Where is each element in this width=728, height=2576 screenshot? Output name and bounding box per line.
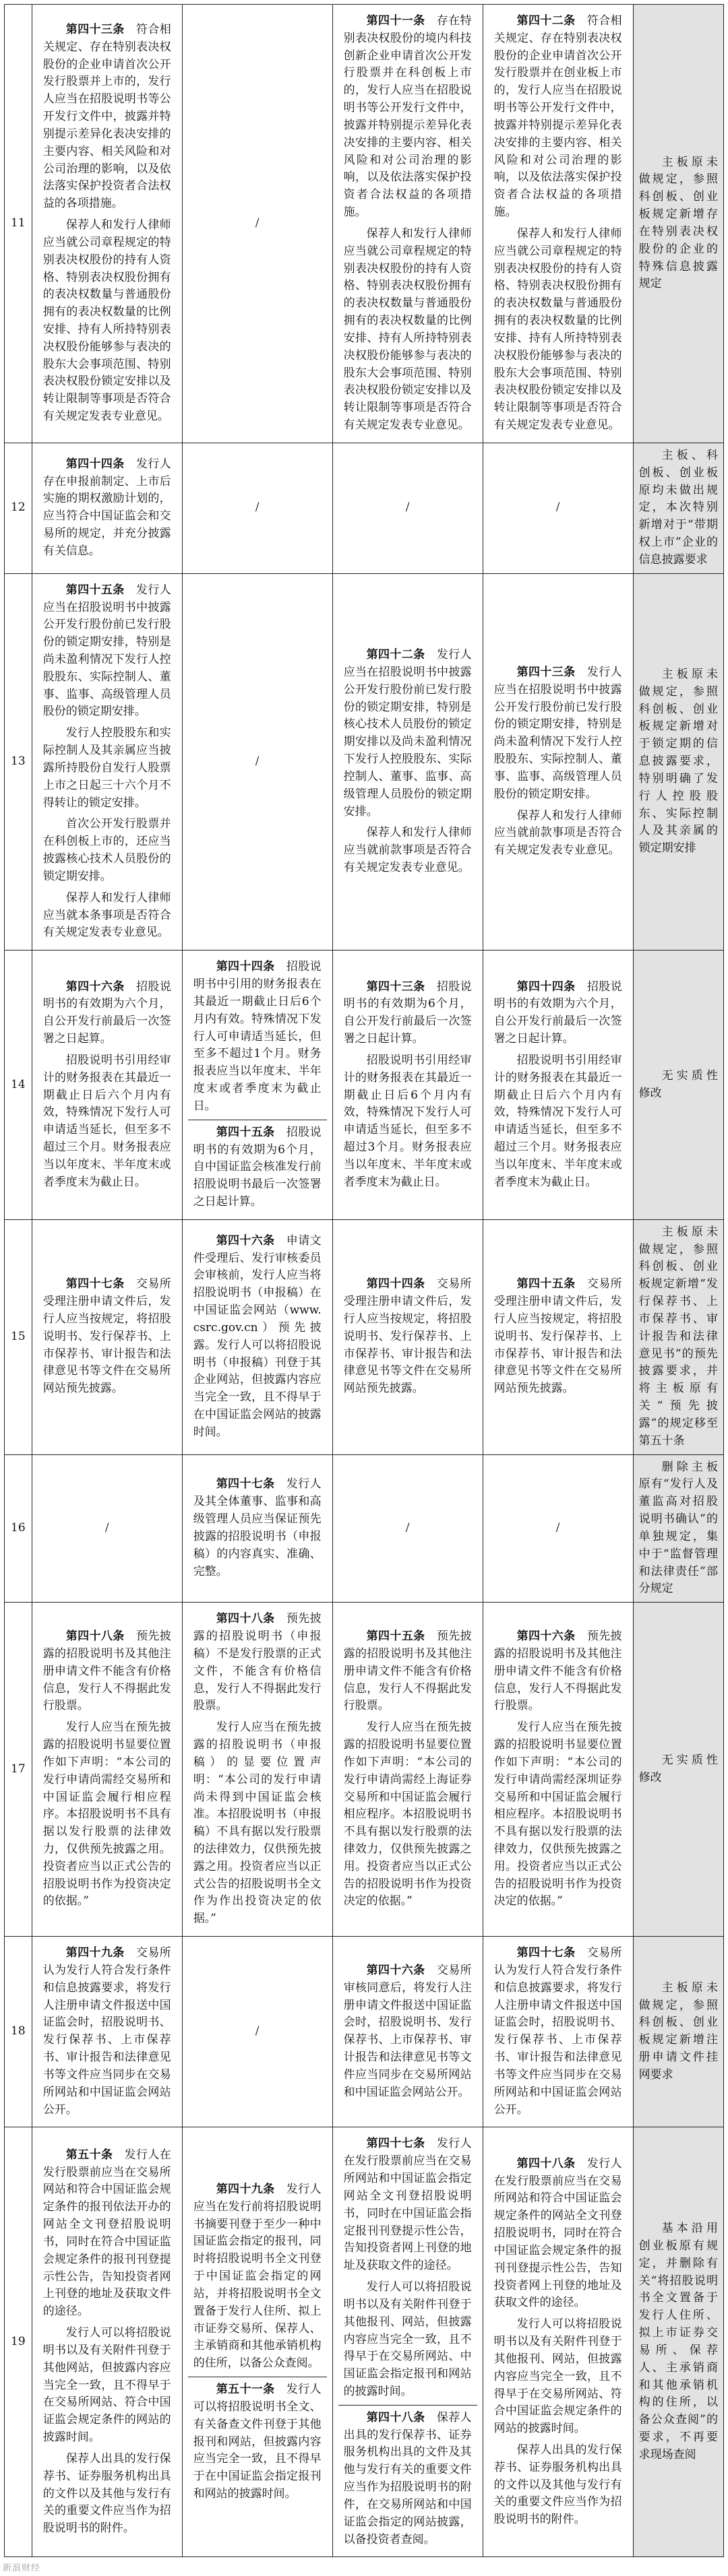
- revision-note: [633, 573, 723, 951]
- article-paragraph: 发行人可以将招股说明书以及有关附件刊登于其他网站，但披露内容应当完全一致，且不得早于在交易所网站、符合中国证监会规定条件的网站的披露时间。: [42, 2326, 171, 2445]
- col-old-main-board-cell: [182, 1603, 332, 1937]
- article-heading: 第四十七条: [65, 1277, 125, 1291]
- article-heading: 第四十九条: [65, 1946, 125, 1960]
- article-block: [338, 975, 477, 1196]
- table-row: [5, 443, 724, 573]
- row-number: 19: [5, 2127, 32, 2557]
- article-block: [489, 660, 628, 864]
- revision-note: [633, 5, 723, 443]
- article-heading: 第四十二条: [516, 14, 576, 28]
- article-block: [338, 2405, 477, 2553]
- article-block: [489, 9, 628, 439]
- col-star-market-empty-cell: /: [332, 1454, 483, 1603]
- table-row: [5, 1219, 724, 1454]
- comparison-table: [4, 4, 724, 2557]
- article-paragraph: 第四十六条 招股说明书的有效期为六个月，自公开发行前最后一次签署之日起算。: [42, 979, 171, 1046]
- article-heading: 第五十条: [65, 2148, 113, 2162]
- col-new-main-board-cell: [32, 2127, 182, 2557]
- row-number: 16: [5, 1454, 32, 1603]
- article-block: [38, 1624, 177, 1914]
- article-paragraph: 发行人控股股东和实际控制人及其亲属应当披露所持股份自发行人股票上市之日起三十六个月不得转让的锁定安排。: [42, 726, 171, 810]
- article-block: [338, 2131, 477, 2404]
- article-paragraph: 第四十八条 预先披露的招股说明书及其他注册申请文件不能含有价格信息，发行人不得据此发行股票。: [42, 1630, 171, 1713]
- col-old-main-board-cell: [182, 2127, 332, 2557]
- article-paragraph: 首次公开发行股票并在科创板上市的，还应当披露核心技术人员股份的锁定期安排。: [42, 817, 171, 883]
- article-paragraph: 发行人可以将招股说明书以及有关附件刊登于其他报刊、网站，但披露内容应当完全一致，且不得早于在交易所网站、符合中国证监会规定条件的网站的披露时间。: [493, 2317, 622, 2436]
- article-paragraph: 第四十七条 发行人及其全体董事、监事和高级管理人员应当保证预先披露的招股说明书（申报稿）的内容真实、准确、完整。: [193, 1477, 322, 1578]
- table-row: [5, 2127, 724, 2557]
- article-paragraph: 第四十七条 发行人在发行股票前应当在交易所网站和中国证监会指定网站全文刊登招股说明书，同时在中国证监会指定报刊刊登提示性公告，告知投资者网上刊登的地址及获取文件的途径。: [343, 2137, 472, 2273]
- article-paragraph: 发行人应当在预先披露的招股说明书（申报稿）的显要位置声明：“本公司的发行申请尚未得到中国证监会核准。本招股说明书（申报稿）不具有据以发行股票的法律效力，仅供预先披露之用。投资者应当以正式公告的招股说明书全文作为作出投资决定的依据。”: [193, 1720, 322, 1926]
- article-paragraph: 保荐人和发行人律师应当就前款事项是否符合有关规定发表专业意见。: [343, 826, 472, 874]
- article-block: [38, 1941, 177, 2123]
- col-star-market-cell: [332, 1219, 483, 1454]
- article-paragraph: 保荐人和发行人律师应当就本条事项是否符合有关规定发表专业意见。: [42, 891, 171, 940]
- article-heading: 第四十六条: [216, 1233, 275, 1248]
- revision-note: [633, 1219, 723, 1454]
- article-block: [489, 1272, 628, 1402]
- article-paragraph: 第四十三条 发行人应当在招股说明书中披露公开发行股份前已发行股份的锁定期安排，特别是尚未盈利情况下发行人控股股东、实际控制人、董事、监事、高级管理人员股份的锁定期安排。: [493, 665, 622, 801]
- revision-note: [633, 1937, 723, 2127]
- article-block: [38, 578, 177, 946]
- article-block: [38, 1272, 177, 1402]
- article-paragraph: 第四十六条 预先披露的招股说明书及其他注册申请文件不能含有价格信息，发行人不得据此发行股票。: [493, 1630, 622, 1713]
- revision-note-text: 主板、科创板、创业板原均未做出规定，本次特别新增对于“带期权上市”企业的信息披露要求: [638, 448, 718, 567]
- article-paragraph: 第五十一条 发行人可以将招股说明书全文、有关备查文件刊登于其他报刊和网站，但披露内容应当完全一致，且不得早于在中国证监会指定报刊和网站的披露时间。: [193, 2383, 322, 2501]
- col-old-main-board-empty-cell: /: [182, 573, 332, 951]
- revision-note: [633, 443, 723, 573]
- article-block: [188, 1229, 327, 1446]
- col-chinext-cell: [483, 1937, 633, 2127]
- article-paragraph: 第四十八条 保荐人出具的发行保荐书、证券服务机构出具的文件及其他与发行有关的重要文件应当作为招股说明书的附件，在交易所网站和中国证监会指定的网站披露，以备投资者查阅。: [343, 2410, 472, 2546]
- revision-note-text: 基本沿用创业板原有规定，并删除有关“将招股说明书全文置备于发行人住所、拟上市证券交易所、保荐人、主承销商和其他承销机构的住所，以备公众查阅”的要求，不再要求现场查阅: [638, 2222, 718, 2461]
- col-star-market-empty-cell: /: [332, 443, 483, 573]
- col-new-main-board-empty-cell: /: [32, 1454, 182, 1603]
- col-chinext-empty-cell: /: [483, 443, 633, 573]
- table-row: [5, 1454, 724, 1603]
- article-paragraph: 招股说明书引用经审计的财务报表在其最近一期截止日后六个月内有效，特殊情况下发行人可申请适当延长，但至多不超过三个月。财务报表应当以年度末、半年度末或者季度末为截止日。: [42, 1053, 171, 1189]
- col-new-main-board-cell: [32, 1937, 182, 2127]
- col-new-main-board-cell: [32, 5, 182, 443]
- article-paragraph: 第四十七条 交易所受理注册申请文件后，发行人应当按规定，将招股说明书、发行保荐书、上市保荐书、审计报告和法律意见书等文件在交易所网站预先披露。: [42, 1277, 171, 1396]
- article-paragraph: 发行人可以将招股说明书以及有关附件刊登于其他报刊、网站，但披露内容应当完全一致，且不得早于在交易所网站、中国证监会指定报刊和网站的披露时间。: [343, 2280, 472, 2398]
- article-block: [38, 18, 177, 430]
- col-new-main-board-cell: [32, 443, 182, 573]
- col-chinext-cell: [483, 573, 633, 951]
- article-heading: 第四十六条: [366, 1963, 425, 1977]
- article-paragraph: 第四十四条 招股说明书中引用的财务报表在其最近一期截止日后6个月内有效。特殊情况下发行人可申请适当延长，但至多不超过1个月。财务报表应当以年度末、半年度末或者季度末为截止日。: [193, 960, 322, 1113]
- article-block: [489, 975, 628, 1196]
- article-heading: 第四十五条: [216, 1125, 275, 1139]
- article-block: [489, 1941, 628, 2123]
- article-block: [188, 2377, 327, 2507]
- article-heading: 第四十一条: [366, 14, 425, 28]
- article-paragraph: 第四十三条 符合相关规定、存在特别表决权股份的企业申请首次公开发行股票并上市的，发行人应当在招股说明书等公开发行文件中，披露并特别提示差异化表决安排的主要内容、相关风险和对公司治理的影响，以及依法落实保护投资者合法权益的各项措施。: [42, 22, 171, 211]
- row-number: 17: [5, 1603, 32, 1937]
- article-paragraph: 保荐人出具的发行保荐书、证券服务机构出具的文件以及其他与发行有关的重要文件应当作为招股说明书的附件。: [42, 2451, 171, 2536]
- article-paragraph: 第四十五条 交易所受理注册申请文件后，发行人应当按规定，将招股说明书、发行保荐书、上市保荐书、审计报告和法律意见书等文件在交易所网站预先披露。: [493, 1277, 622, 1396]
- row-number: 14: [5, 951, 32, 1220]
- article-block: [188, 2177, 327, 2377]
- article-heading: 第四十四条: [366, 1277, 425, 1291]
- article-block: [38, 452, 177, 565]
- row-number: 18: [5, 1937, 32, 2127]
- table-row: [5, 1937, 724, 2127]
- col-new-main-board-cell: [32, 573, 182, 951]
- article-block: [188, 955, 327, 1119]
- article-block: [338, 1958, 477, 2106]
- article-paragraph: 第四十六条 交易所审核同意后，将发行人注册申请文件报送中国证监会时，招股说明书、发行保荐书、上市保荐书、审计报告和法律意见书等文件应当同步在交易所网站和中国证监会网站公开。: [343, 1963, 472, 2099]
- article-paragraph: 第四十八条 发行人在发行股票前应当在交易所网站和符合中国证监会规定条件的网站全文刊登招股说明书，同时在符合中国证监会规定条件的报刊刊登提示性公告，告知投资者网上刊登的地址及获取文件的途径。: [493, 2156, 622, 2310]
- article-paragraph: 招股说明书引用经审计的财务报表在其最近一期截止日后6个月内有效，特殊情况下发行人可申请适当延长，但至多不超过3个月。财务报表应当以年度末、半年度末或者季度末为截止日。: [343, 1053, 472, 1189]
- watermark-logo: 新浪财经: [3, 2563, 41, 2574]
- row-number: 15: [5, 1219, 32, 1454]
- article-paragraph: 第四十五条 招股说明书的有效期为6个月，自中国证监会核准发行前招股说明书最后一次签署之日起计算。: [193, 1125, 322, 1209]
- col-old-main-board-cell: [182, 1219, 332, 1454]
- table-row: [5, 573, 724, 951]
- article-heading: 第四十八条: [65, 1630, 125, 1644]
- revision-note: [633, 951, 723, 1220]
- article-heading: 第四十五条: [65, 583, 125, 597]
- col-chinext-cell: [483, 2127, 633, 2557]
- col-old-main-board-cell: [182, 1454, 332, 1603]
- article-block: [38, 2143, 177, 2542]
- revision-note: [633, 1603, 723, 1937]
- article-heading: 第四十五条: [516, 1277, 576, 1291]
- col-new-main-board-cell: [32, 1603, 182, 1937]
- article-heading: 第四十八条: [516, 2156, 576, 2170]
- article-paragraph: 第四十九条 交易所认为发行人符合发行条件和信息披露要求，将发行人注册申请文件报送中国证监会时，招股说明书、发行保荐书、上市保荐书、审计报告和法律意见书等文件应当同步在交易所网站和中国证监会网站公开。: [42, 1946, 171, 2117]
- article-paragraph: 第四十四条 招股说明书的有效期为六个月，自公开发行前最后一次签署之日起计算。: [493, 979, 622, 1046]
- article-heading: 第四十五条: [366, 1630, 425, 1644]
- table-row: [5, 1603, 724, 1937]
- revision-note-text: 主板原未做规定，参照科创板、创业板规定新增注册申请文件挂网要求: [638, 1981, 718, 2082]
- col-chinext-cell: [483, 1219, 633, 1454]
- article-paragraph: 招股说明书引用经审计的财务报表在其最近一期截止日后六个月内有效，特殊情况下发行人可申请适当延长，但至多不超过三个月。财务报表应当以年度末、半年度末或者季度末为截止日。: [493, 1053, 622, 1189]
- article-heading: 第四十七条: [516, 1946, 576, 1960]
- col-chinext-cell: [483, 5, 633, 443]
- article-paragraph: 第四十二条 发行人应当在招股说明书中披露公开发行股份前已发行股份的锁定期安排，特别是核心技术人员股份的锁定期安排以及尚未盈利情况下发行人控股股东、实际控制人、董事、监事、高级管理人员股份的锁定期安排。: [343, 648, 472, 818]
- article-paragraph: 保荐人和发行人律师应当就公司章程规定的特别表决权股份的持有人资格、特别表决权股份拥有的表决权数量与普通股份拥有的表决权数量的比例安排、持有人所持特别表决权股份能够参与表决的股东大会事项范围、特别表决权股份锁定安排以及转让限制等事项是否符合有关规定发表专业意见。: [343, 226, 472, 432]
- article-heading: 第四十四条: [216, 960, 275, 974]
- comparison-table-body: [5, 5, 724, 2557]
- row-number: 11: [5, 5, 32, 443]
- article-block: [188, 1607, 327, 1932]
- article-paragraph: 第四十五条 预先披露的招股说明书及其他注册申请文件不能含有价格信息，发行人不得据此发行股票。: [343, 1630, 472, 1713]
- article-heading: 第四十九条: [216, 2182, 275, 2196]
- article-heading: 第四十三条: [65, 22, 125, 36]
- article-paragraph: 第四十四条 发行人存在申报前制定、上市后实施的期权激励计划的，应当符合中国证监会和交易所的规定，并充分披露有关信息。: [42, 457, 171, 558]
- article-paragraph: 第四十九条 发行人应当在发行前将招股说明书摘要刊登于至少一种中国证监会指定的报刊，同时将招股说明书全文刊登于中国证监会指定的网站，并将招股说明书全文置备于发行人住所、拟上市证券交易所、保荐人、主承销商和其他承销机构的住所，以备公众查阅。: [193, 2182, 322, 2371]
- article-heading: 第四十四条: [65, 457, 125, 471]
- article-block: [38, 975, 177, 1196]
- row-number: 12: [5, 443, 32, 573]
- col-chinext-cell: [483, 1603, 633, 1937]
- col-old-main-board-cell: [182, 951, 332, 1220]
- article-heading: 第四十七条: [216, 1477, 275, 1491]
- article-heading: 第四十六条: [516, 1630, 576, 1644]
- row-number: 13: [5, 573, 32, 951]
- revision-note-text: 主板原未做规定，参照科创板、创业板规定新增存在特别表决权股份的企业的特殊信息披露规定: [638, 155, 718, 291]
- article-paragraph: 第四十五条 发行人应当在招股说明书中披露公开发行股份前已发行股份的锁定期安排，特别是尚未盈利情况下发行人控股股东、实际控制人、董事、监事、高级管理人员股份的锁定期安排。: [42, 583, 171, 719]
- revision-note-text: 主板原未做规定，参照科创板、创业板规定新增对于锁定期的信息披露要求，特别明确了发行人控股股东、实际控制人及其亲属的锁定期安排: [638, 667, 718, 856]
- article-block: [489, 1624, 628, 1914]
- col-old-main-board-empty-cell: /: [182, 5, 332, 443]
- article-paragraph: 第四十一条 存在特别表决权股份的境内科技创新企业申请首次公开发行股票并在科创板上市的，发行人应当在招股说明书等公开发行文件中，披露并特别提示差异化表决安排的主要内容、相关风险和对公司治理的影响，以及依法落实保护投资者合法权益的各项措施。: [343, 14, 472, 220]
- article-paragraph: 保荐人出具的发行保荐书、证券服务机构出具的文件以及其他与发行有关的重要文件应当作为招股说明书的附件。: [493, 2443, 622, 2527]
- col-chinext-cell: [483, 951, 633, 1220]
- article-block: [338, 1624, 477, 1914]
- col-old-main-board-empty-cell: /: [182, 1937, 332, 2127]
- article-block: [188, 1472, 327, 1584]
- article-paragraph: 保荐人和发行人律师应当就公司章程规定的特别表决权股份的持有人资格、特别表决权股份拥有的表决权数量与普通股份拥有的表决权数量的比例安排、持有人所持特别表决权股份能够参与表决的股东大会事项范围、特别表决权股份锁定安排以及转让限制等事项是否符合有关规定发表专业意见。: [42, 218, 171, 424]
- article-block: [338, 643, 477, 881]
- col-star-market-cell: [332, 1603, 483, 1937]
- article-block: [338, 1272, 477, 1402]
- col-new-main-board-cell: [32, 951, 182, 1220]
- col-star-market-cell: [332, 573, 483, 951]
- revision-note: [633, 2127, 723, 2557]
- article-heading: 第四十八条: [216, 1612, 275, 1626]
- col-new-main-board-cell: [32, 1219, 182, 1454]
- article-paragraph: 第四十六条 申请文件受理后、发行审核委员会审核前，发行人应当将招股说明书（申报稿）在中国证监会网站（www.csrc.gov.cn）预先披露。发行人可以将招股说明书（申报稿）刊登于其企业网站，但披露内容应当完全一致，且不得早于在中国证监会网站的披露时间。: [193, 1233, 322, 1439]
- article-heading: 第四十二条: [366, 648, 425, 662]
- revision-note-text: 无实质性修改: [638, 1068, 718, 1100]
- revision-note-text: 无实质性修改: [638, 1753, 718, 1784]
- col-star-market-cell: [332, 2127, 483, 2557]
- article-block: [338, 9, 477, 439]
- article-paragraph: 第四十七条 交易所认为发行人符合发行条件和信息披露要求，将发行人注册申请文件报送中国证监会时，招股说明书、发行保荐书、上市保荐书、审计报告和法律意见书等文件应当同步在交易所网站和中国证监会网站公开。: [493, 1946, 622, 2117]
- col-star-market-cell: [332, 5, 483, 443]
- col-old-main-board-empty-cell: /: [182, 443, 332, 573]
- revision-note-text: 删除主板原有“发行人及董监高对招股说明书确认”的单独规定，集中于“监督管理和法律责任”部分规定: [638, 1460, 718, 1596]
- revision-note-text: 主板原未做规定，参照科创板、创业板规定新增“发行保荐书、上市保荐书、审计报告和法律意见书”的预先披露要求，并将主板原有关“预先披露”的规定移至第五十条: [638, 1225, 718, 1448]
- article-paragraph: 第五十条 发行人在发行股票前应当在交易所网站和符合中国证监会规定条件的报刊依法开办的网站全文刊登招股说明书，同时在符合中国证监会规定条件的报刊刊登提示性公告，告知投资者网上刊登的地址及获取文件的途径。: [42, 2148, 171, 2319]
- article-heading: 第四十六条: [65, 979, 125, 994]
- article-heading: 第四十三条: [366, 979, 425, 994]
- col-star-market-cell: [332, 1937, 483, 2127]
- col-chinext-empty-cell: /: [483, 1454, 633, 1603]
- article-paragraph: 发行人应当在预先披露的招股说明书显要位置作如下声明：“本公司的发行申请尚需经深圳证券交易所和中国证监会履行相应程序。本招股说明书不具有据以发行股票的法律效力，仅供预先披露之用。投资者应当以正式公告的招股说明书作为投资决定的依据。”: [493, 1720, 622, 1908]
- article-paragraph: 第四十四条 交易所受理注册申请文件后，发行人应当按规定，将招股说明书、发行保荐书、上市保荐书、审计报告和法律意见书等文件在交易所网站预先披露。: [343, 1277, 472, 1396]
- article-heading: 第四十七条: [366, 2137, 425, 2151]
- article-heading: 第四十八条: [366, 2410, 425, 2424]
- revision-note: [633, 1454, 723, 1603]
- article-paragraph: 第四十二条 符合相关规定、存在特别表决权股份的企业申请首次公开发行股票并在创业板上市的，发行人应当在招股说明书等公开发行文件中，披露并特别提示差异化表决安排的主要内容、相关风险和对公司治理的影响，以及依法落实保护投资者合法权益的各项措施。: [493, 14, 622, 220]
- table-row: [5, 951, 724, 1220]
- article-paragraph: 第四十三条 招股说明书的有效期为6个月，自公开发行前最后一次签署之日起计算。: [343, 979, 472, 1046]
- article-paragraph: 保荐人和发行人律师应当就公司章程规定的特别表决权股份的持有人资格、特别表决权股份拥有的表决权数量与普通股份拥有的表决权数量的比例安排、持有人所持特别表决权股份能够参与表决的股东大会事项范围、特别表决权股份锁定安排以及转让限制等事项是否符合有关规定发表专业意见。: [493, 226, 622, 432]
- article-paragraph: 保荐人和发行人律师应当就前款事项是否符合有关规定发表专业意见。: [493, 808, 622, 858]
- article-heading: 第五十一条: [216, 2383, 275, 2397]
- article-paragraph: 发行人应当在预先披露的招股说明书显要位置作如下声明：“本公司的发行申请尚需经交易所和中国证监会履行相应程序。本招股说明书不具有据以发行股票的法律效力，仅供预先披露之用。投资者应当以正式公告的招股说明书作为投资决定的依据。”: [42, 1720, 171, 1908]
- col-star-market-cell: [332, 951, 483, 1220]
- article-block: [188, 1120, 327, 1215]
- table-row: [5, 5, 724, 443]
- article-heading: 第四十四条: [516, 979, 576, 994]
- article-paragraph: 发行人应当在预先披露的招股说明书显要位置作如下声明：“本公司的发行申请尚需经上海证券交易所和中国证监会履行相应程序。本招股说明书不具有据以发行股票的法律效力，仅供预先披露之用。投资者应当以正式公告的招股说明书作为投资决定的依据。”: [343, 1720, 472, 1908]
- article-heading: 第四十三条: [516, 665, 576, 679]
- article-block: [489, 2152, 628, 2533]
- article-paragraph: 第四十八条 预先披露的招股说明书（申报稿）不是发行股票的正式文件，不能含有价格信息，发行人不得据此发行股票。: [193, 1612, 322, 1713]
